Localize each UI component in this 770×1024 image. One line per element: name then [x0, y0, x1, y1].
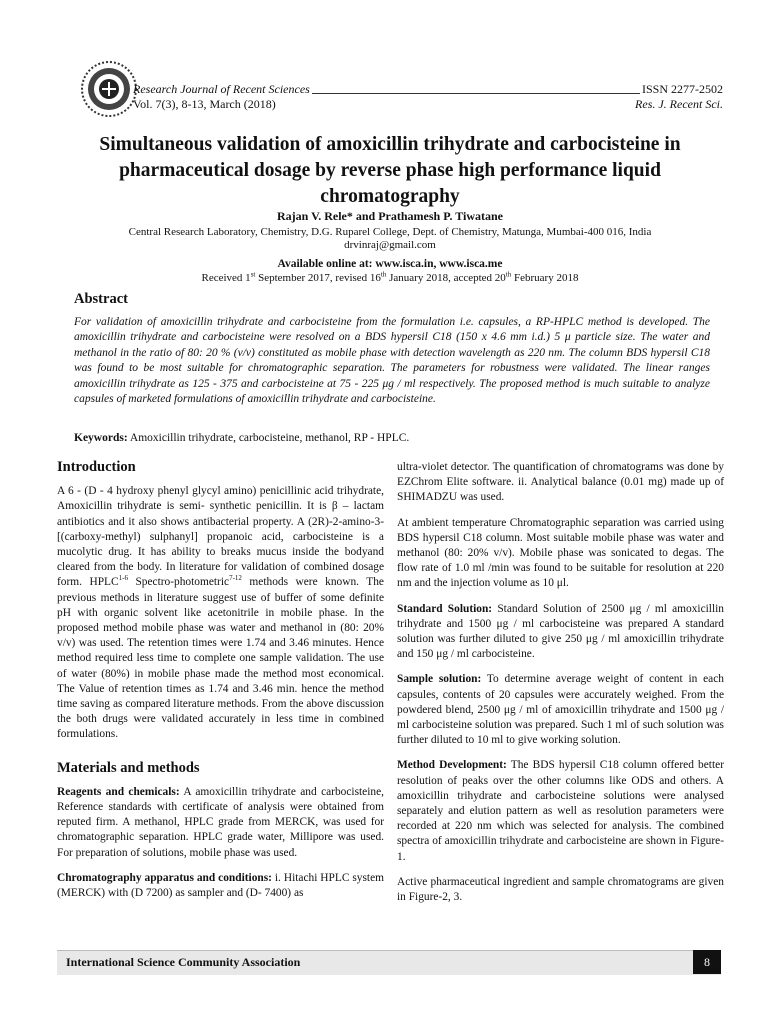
journal-logo — [80, 60, 138, 118]
introduction-paragraph: A 6 - (D - 4 hydroxy phenyl glycyl amino) penicillinic acid trihydrate, Amoxicillin trihydrate is semi- synthetic penicillin. It is β – lactam antibiotics and it also shows antibacterial property. A (2R)-2-amino-3-[(carboxy-methyl) sulphanyl] propanoic acid, carbocisteine is a mucolytic drug. It has ability to breaks mucus inside the bodyand cleared from the body. In literature for validation of combined dosage form. HPLC$^{1-6}$ Spectro-photometric$^{7-12}$ methods were known. The previous methods in literature suggest use of buffer of some definite pH with organic solvent like acetonitrile in mobile phase. In the proposed method mobile phase was water and methanol in (80: 20% v/v) was used. The retention times were 1.74 and 3.46 minutes. Hence method required less time to complete one sample validation. The use of water (80%) in mobile phase made the method most economical. The Value of retention times as 1.74 and 3.46 min. hence the method time saving as compared literature methods. From the above discussion the both drugs were validated accurately in less time in combined formulations. — [57, 485, 384, 741]
left-column — [57, 460, 384, 911]
availability: Available online at: www.isca.in, www.isca.me — [277, 258, 503, 270]
ref-superscript: 7-12 — [229, 574, 242, 583]
authors: Rajan V. Rele* and Prathamesh P. Tiwatane — [276, 209, 504, 223]
volume-info: Vol. 7(3), 8-13, March (2018) — [133, 97, 276, 111]
issn: ISSN 2277-2502 — [641, 82, 723, 96]
paragraph-detector: ultra-violet detector. The quantification of chromatograms was done by EZChrom Elite software. ii. Analytical balance (0.01 mg) made up of SHIMADZU was used. — [397, 461, 724, 504]
introduction-heading: Introduction — [57, 459, 136, 475]
paragraph-separation: At ambient temperature Chromatographic separation was carried using BDS hypersil C18 column. Most suitable mobile phase was water and methanol (80: 20% v/v). Mobile phase was sonicated to degas. The flow rate of 1.0 ml /min was found to be suitable for resolution at 220 nm and the injection volume as 10 μl. — [397, 516, 724, 590]
journal-abbrev: Res. J. Recent Sci. — [635, 97, 723, 111]
keywords — [74, 432, 409, 444]
chromatography-paragraph: Chromatography apparatus and conditions: i. Hitachi HPLC system (MERCK) with (D 7200) as sampler and (D- 7400) as — [57, 871, 385, 900]
abstract-heading: Abstract — [74, 291, 128, 307]
materials-heading: Materials and methods — [57, 759, 200, 776]
running-header — [133, 82, 723, 112]
reagents-paragraph: Reagents and chemicals: A amoxicillin trihydrate and carbocisteine, Reference standards with certificate of analysis were obtained from reputed firm. A methanol, HPLC grade from MERCK, was used for chromatographic separation. HPLC grade water, Millipore was used. For preparation of solutions, mobile phase was used. — [57, 785, 384, 859]
method-development-paragraph: Method Development: The BDS hypersil C18 column offered better resolution of peaks over the other columns like ODS and others. A amoxicillin trihydrate and carbocisteine solutions were analysed separately and elution pattern as well as resolution parameters were recorded at 220 nm which was selected for analysis. The combined spectra of amoxicillin trihydrate and carbocisteine are shown in Figure-1. — [397, 759, 724, 863]
sample-solution-paragraph: Sample solution: To determine average weight of content in each capsules, contents of 20 capsules were accurately weighed. From the powdered blend, 2500 μg / ml of amoxicillin trihydrate and 1500 μg / ml carbocisteine solution was prepared. Such 1 ml of such solution was further diluted to 10 ml to give working solution. — [397, 673, 724, 747]
paragraph-figures: Active pharmaceutical ingredient and sample chromatograms are given in Figure-2, 3. — [397, 875, 724, 904]
article-title: Simultaneous validation of amoxicillin trihydrate and carbocisteine in pharmaceutical dosage by reverse phase high performance liquid chromatography — [99, 134, 681, 207]
right-column — [397, 460, 724, 915]
standard-solution-paragraph: Standard Solution: Standard Solution of 2500 μg / ml amoxicillin trihydrate and 1500 μg / ml carbocisteine was prepared A standard solution was further diluted to give 250 μg / ml amoxicillin trihydrate and 150 μg / ml carbocisteine. — [397, 602, 724, 661]
keywords-text: Amoxicillin trihydrate, carbocisteine, methanol, RP - HPLC. — [129, 432, 410, 444]
email: drvinraj@gmail.com — [344, 239, 436, 251]
journal-name: Research Journal of Recent Sciences — [133, 82, 310, 96]
footer-organization: International Science Community Association — [66, 955, 301, 969]
affiliation: Central Research Laboratory, Chemistry, D.G. Ruparel College, Dept. of Chemistry, Matunga, Mumbai-400 016, India — [128, 226, 652, 238]
abstract-text: For validation of amoxicillin trihydrate and carbocisteine from the formulation i.e. capsules, a RP-HPLC method is developed. The amoxicillin trihydrate and carbocisteine were resolved on a BDS hypersil C18 (150 x 4.6 mm i.d.) 5 μ particle size. The water and methanol in the ratio of 80: 20 % (v/v) constituted as mobile phase with detection wavelength as 220 nm. The column BDS hypersil C18 was found to be most suitable for chromatographic separation. The parameters for robustness were validated. The linear ranges amoxicillin trihydrate as 125 - 375 and carbocisteine at 75 - 225 μg / ml respectively. The proposed method is much suitable to analyze capsules of marketed formulations of amoxicillin trihydrate and carbocisteine. — [74, 316, 710, 406]
keywords-label: Keywords: — [74, 432, 128, 444]
ref-superscript: 1-6 — [118, 574, 128, 583]
received-dates: Received 1st September 2017, revised 16th January 2018, accepted 20th February 2018 — [201, 270, 579, 284]
page-number: 8 — [693, 950, 721, 974]
